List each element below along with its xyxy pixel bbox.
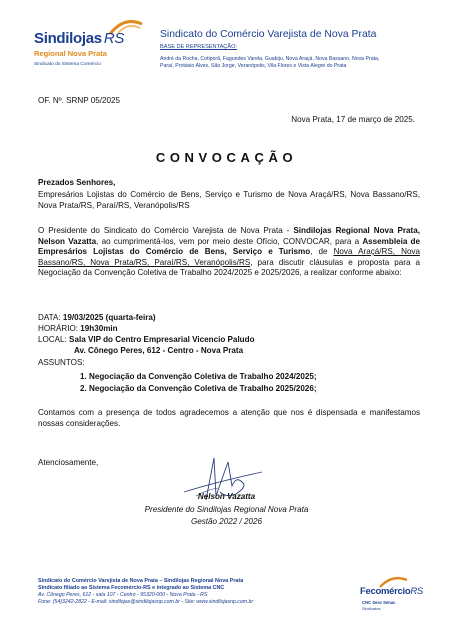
subjects-label: ASSUNTOS: bbox=[38, 358, 85, 367]
meeting-location: LOCAL: Sala VIP do Centro Empresarial Vicencio Paludo bbox=[38, 335, 255, 344]
meeting-time: HORÁRIO: 19h30min bbox=[38, 324, 118, 333]
fecomercio-logo bbox=[360, 576, 430, 612]
sign-off: Atenciosamente, bbox=[38, 458, 99, 467]
addressee: Empresários Lojistas do Comércio de Bens, Serviço e Turismo de Nova Araçá/RS, Nova Bassano/RS, Nova Prata/RS, Paraí/RS, Veranópolis/RS bbox=[38, 190, 420, 210]
cities-line: Paraí, Protásio Alves, São Jorge, Veranópolis, Vila Flores e Vista Alegre do Prata bbox=[160, 63, 347, 69]
logo-name: Sindilojas RS bbox=[34, 30, 125, 47]
office-number: OF. Nº. SRNP 05/2025 bbox=[38, 96, 120, 105]
subject-item: 2. Negociação da Convenção Coletiva de Trabalho 2025/2026; bbox=[80, 384, 317, 393]
sindilojas-logo bbox=[34, 18, 144, 72]
footer bbox=[38, 578, 338, 606]
footer-line: Sindicato do Comércio Varejista de Nova Prata – Sindilojas Regional Nova Prata bbox=[38, 578, 244, 584]
document-title: CONVOCAÇÃO bbox=[155, 150, 298, 165]
signer-term: Gestão 2022 / 2026 bbox=[190, 517, 263, 526]
signer-role: Presidente do Sindilojas Regional Nova Prata bbox=[144, 505, 309, 514]
footer-line: Sindicato filiado ao Sistema Fecomércio-RS e integrado ao Sistema CNC bbox=[38, 585, 225, 591]
signer-name: Nelson Vazatta bbox=[197, 492, 256, 501]
footer-contact: Fone: (54)3242-2822 - E-mail: sindilojas@sindilojasnp.com.br - Site: www.sindilojasnp.com.br bbox=[38, 599, 254, 605]
letterhead bbox=[0, 0, 453, 78]
subject-item: 1. Negociação da Convenção Coletiva de Trabalho 2024/2025; bbox=[80, 372, 317, 381]
meeting-address: Av. Cônego Peres, 612 - Centro - Nova Prata bbox=[74, 346, 244, 355]
fecomercio-name: FecomércioRS bbox=[360, 586, 423, 597]
cities-line: André da Rocha, Cotiporã, Fagundes Varela, Guabiju, Nova Araçá, Nova Bassano, Nova Prata, bbox=[160, 56, 380, 62]
logo-regional: Regional Nova Prata bbox=[34, 49, 107, 58]
logo-subtitle: Sindicato do Sistema Comércio bbox=[34, 62, 101, 67]
closing-paragraph: Contamos com a presença de todos agradecemos a atenção que nos é dispensada e manifestamos nossas considerações. bbox=[38, 408, 420, 428]
document-date: Nova Prata, 17 de março de 2025. bbox=[291, 115, 415, 124]
letterhead-cities bbox=[160, 56, 420, 70]
meeting-date: DATA: 19/03/2025 (quarta-feira) bbox=[38, 313, 156, 322]
letterhead-title: Sindicato do Comércio Varejista de Nova Prata bbox=[160, 29, 377, 40]
fecomercio-sub: CNC Sesc Senac bbox=[362, 600, 396, 605]
letterhead-base-label: BASE DE REPRESENTAÇÃO: bbox=[160, 44, 237, 50]
main-paragraph: O Presidente do Sindicato do Comércio Varejista de Nova Prata - Sindilojas Regional Nova Prata, Nelson Vazatta, ao cumprimentá-los, vem por meio deste Ofício, CONVOCAR, para a Assembleia de Empresários Lojistas do Comércio de Bens, Serviço e Turismo, de Nova Araçá/RS, Nova Bassano/RS, Nova Prata/RS, Paraí/RS, Veranópolis/RS, para discutir cláusulas e proposta para a Negociação da Convenção Coletiva de Trabalho 2024/2025 e 2025/2026, a realizar conforme abaixo: bbox=[38, 226, 420, 278]
greeting: Prezados Senhores, bbox=[38, 178, 116, 187]
fecomercio-sub2: Sindicatos bbox=[362, 606, 381, 611]
footer-address: Av. Cônego Peres, 612 - sala 107 - Centro - 95320-000 - Nova Prata - RS bbox=[38, 592, 208, 598]
